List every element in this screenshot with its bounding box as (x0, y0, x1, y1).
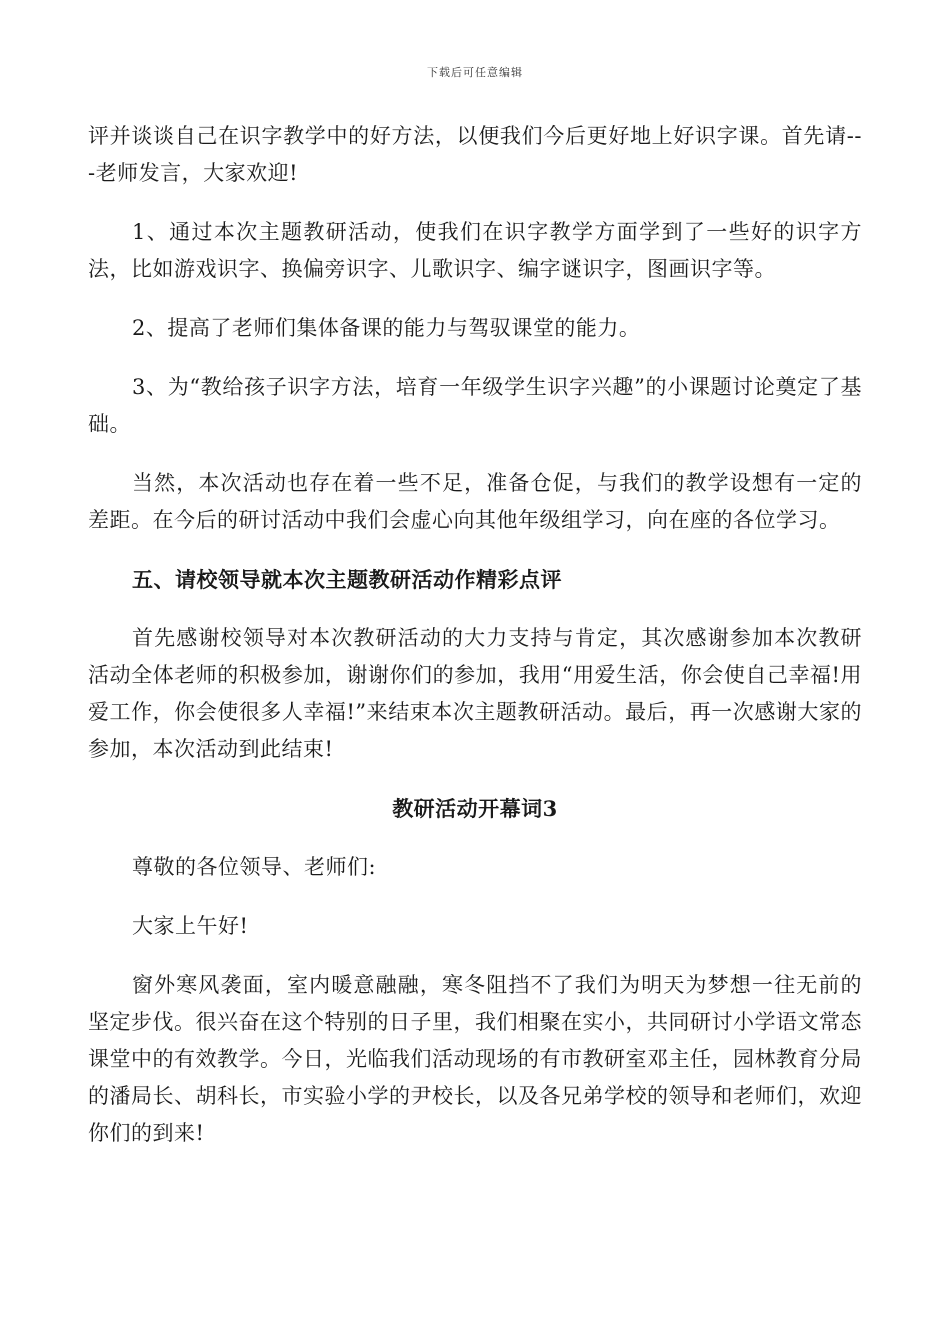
speech-title: 教研活动开幕词3 (392, 796, 558, 821)
document-body (88, 118, 862, 1174)
page-header: 下载后可任意编辑 (427, 66, 523, 79)
paragraph-point-2: 2、提高了老师们集体备课的能力与驾驭课堂的能力。 (132, 316, 641, 340)
paragraph-closing: 首先感谢校领导对本次教研活动的大力支持与肯定，其次感谢参加本次教研活动全体老师的积极参加，谢谢你们的参加，我用“用爱生活，你会使自己幸福!用爱工作，你会使很多人幸福!”来结束本次主题教研活动。最后，再一次感谢大家的参加，本次活动到此结束! (88, 626, 862, 761)
paragraph-point-1: 1、通过本次主题教研活动，使我们在识字教学方面学到了一些好的识字方法，比如游戏识字、换偏旁识字、儿歌识字、编字谜识字，图画识字等。 (88, 220, 862, 281)
speech-greeting: 大家上午好! (132, 914, 249, 938)
paragraph-point-3: 3、为“教给孩子识字方法，培育一年级学生识字兴趣”的小课题讨论奠定了基础。 (88, 375, 862, 436)
speech-salutation: 尊敬的各位领导、老师们: (132, 855, 377, 879)
section-heading: 五、请校领导就本次主题教研活动作精彩点评 (132, 567, 562, 592)
paragraph-continuation: 评并谈谈自己在识字教学中的好方法，以便我们今后更好地上好识字课。首先请---老师发言，大家欢迎! (88, 124, 862, 185)
speech-body: 窗外寒风袭面，室内暖意融融，寒冬阻挡不了我们为明天为梦想一往无前的坚定步伐。很兴奋在这个特别的日子里，我们相聚在实小，共同研讨小学语文常态课堂中的有效教学。今日，光临我们活动现场的有市教研室邓主任，园林教育分局的潘局长、胡科长，市实验小学的尹校长，以及各兄弟学校的领导和老师们，欢迎你们的到来! (88, 973, 862, 1145)
paragraph-shortcomings: 当然，本次活动也存在着一些不足，准备仓促，与我们的教学设想有一定的差距。在今后的研讨活动中我们会虚心向其他年级组学习，向在座的各位学习。 (88, 471, 862, 532)
